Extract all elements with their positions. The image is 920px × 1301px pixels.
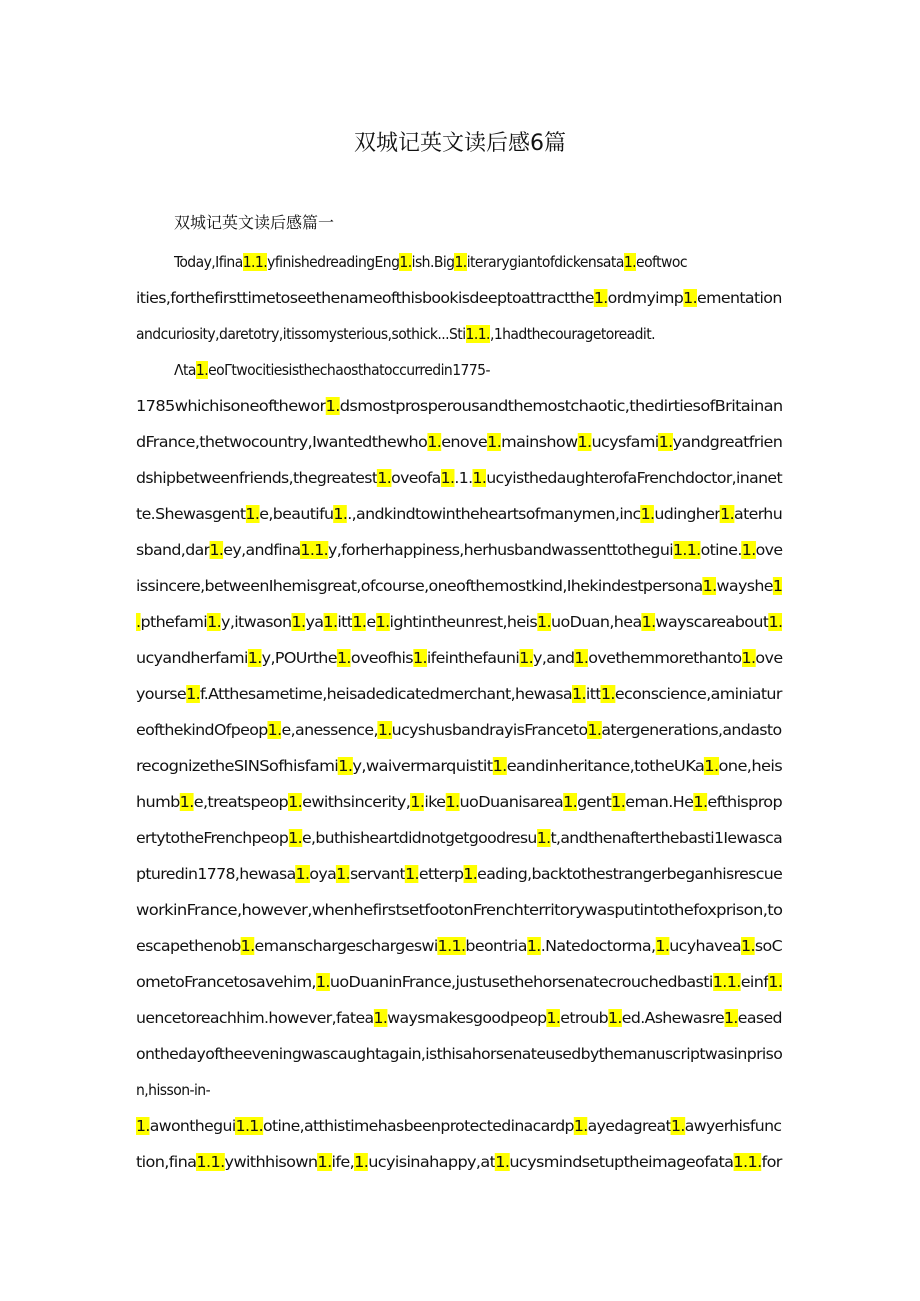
highlight-mark: 1.: [412, 649, 427, 667]
text-line: sband,dar1.ey,andfina1.1.y,forherhappiness,herhusbandwassenttothegui1.1.otine.1.ove: [136, 541, 783, 559]
highlight-mark: 1.: [536, 829, 551, 847]
highlight-mark: .: [136, 613, 141, 631]
text-line: uencetoreachhim.however,fatea1.waysmakesgoodpeop1.etroub1.ed.Ashewasre1.eased: [136, 1009, 782, 1027]
text-line: workinFrance,however,whenhefirstsetfootonFrenchterritorywasputintothefoxprison,to: [136, 901, 783, 919]
highlight-mark: 1.: [683, 289, 697, 307]
highlight-mark: 1.: [136, 1117, 150, 1135]
text-line: issincere,betweenIhemisgreat,ofcourse,oneofthemostkind,Ihekindestpersona1.wayshe1: [136, 577, 783, 595]
highlight-mark: 1.: [410, 793, 425, 811]
text-line: tion,fina1.1.ywithhisown1.ife,1.ucyisinahappy,at1.ucysmindsetuptheimageofata1.1.for: [136, 1153, 782, 1171]
highlight-mark: 1.: [655, 937, 670, 955]
text-line: ucyandherfami1.y,POUrthe1.oveofhis1.ifeinthefauni1.y,and1.ovethemmorethanto1.ove: [136, 649, 783, 667]
highlight-mark: 1.: [741, 937, 755, 955]
text-line: recognizetheSINSofhisfami1.y,waivermarquistit1.eandinheritance,totheUKa1.one,heis: [136, 757, 783, 775]
highlight-mark: 1.: [593, 289, 608, 307]
highlight-mark: 1.: [704, 757, 719, 775]
highlight-mark: 1.: [658, 433, 673, 451]
highlight-mark: 1.: [317, 1153, 332, 1171]
text-line: Λta1.eoΓtwocitiesisthechaosthatoccurredin1775-: [174, 361, 490, 379]
text-line: n,hisson-in-: [136, 1081, 211, 1099]
highlight-mark: 1.: [702, 577, 717, 595]
highlight-mark: 1.: [640, 505, 655, 523]
highlight-mark: 1.: [623, 253, 637, 271]
highlight-mark: 1.: [373, 1009, 388, 1027]
highlight-mark: 1.: [354, 1153, 369, 1171]
highlight-mark: 1.: [537, 613, 552, 631]
highlight-mark: 1.: [472, 469, 487, 487]
highlight-mark: 1.: [641, 613, 656, 631]
highlight-mark: 1.: [333, 505, 348, 523]
highlight-mark: 1.: [600, 685, 615, 703]
highlight-mark: 1.: [546, 1009, 561, 1027]
highlight-mark: 1.: [577, 433, 592, 451]
highlight-mark: 1.1.: [235, 1117, 264, 1135]
highlight-mark: 1.: [315, 973, 330, 991]
text-line: ities,forthefirsttimetoseethenameofthisbookisdeeptoattractthe1.ordmyimp1.ementation: [136, 289, 782, 307]
highlight-mark: 1.: [574, 649, 589, 667]
highlight-mark: 1.: [295, 865, 310, 883]
text-line: dshipbetweenfriends,thegreatest1.oveofa1..1.1.ucyisthedaughterofaFrenchdoctor,inanet: [136, 469, 782, 487]
document-body: [136, 244, 782, 1180]
highlight-mark: 1.1.: [300, 541, 329, 559]
highlight-mark: 1.: [724, 1009, 738, 1027]
highlight-mark: 1.: [377, 469, 392, 487]
highlight-mark: 1.: [288, 793, 303, 811]
text-line: humb1.e,treatspeop1.ewithsincerity,1.ike1.uoDuanisarea1.gent1.eman.He1.efthisprop: [136, 793, 783, 811]
highlight-mark: 1.: [608, 1009, 622, 1027]
highlight-mark: 1.: [377, 721, 392, 739]
highlight-mark: 1.1.: [712, 973, 741, 991]
highlight-mark: 1.: [495, 1153, 510, 1171]
highlight-mark: 1.: [375, 613, 390, 631]
section-heading: 双城记英文读后感篇一: [174, 213, 335, 232]
highlight-mark: 1.: [454, 253, 467, 271]
text-line: yourse1.f.Atthesametime,heisadedicatedmerchant,hewasa1.itt1.econscience,aminiatur: [136, 685, 782, 703]
highlight-mark: 1.: [587, 721, 602, 739]
highlight-mark: 1.: [240, 937, 255, 955]
highlight-mark: 1.: [179, 793, 194, 811]
text-line: .pthefami1.y,itwason1.ya1.itt1.e1.ightintheunrest,heis1.uoDuan,hea1.wayscareabout1.: [136, 613, 783, 631]
highlight-mark: 1.: [741, 541, 756, 559]
highlight-mark: 1.: [720, 505, 735, 523]
highlight-mark: 1.: [338, 757, 353, 775]
highlight-mark: 1.1.: [242, 253, 268, 271]
highlight-mark: 1.: [768, 613, 783, 631]
highlight-mark: 1.1.: [672, 541, 701, 559]
highlight-mark: 1.: [445, 793, 460, 811]
highlight-mark: 1.: [463, 865, 478, 883]
highlight-mark: 1.: [399, 253, 412, 271]
text-line: ometoFrancetosavehim,1.uoDuaninFrance,justusethehorsenatecrouchedbasti1.1.einf1.: [136, 973, 783, 991]
highlight-mark: 1.: [571, 685, 586, 703]
highlight-mark: 1.: [336, 649, 351, 667]
text-line: 1.awonthegui1.1.otine,atthistimehasbeenprotectedinacardp1.ayedagreat1.awyerhisfunc: [136, 1117, 782, 1135]
text-line: te.Shewasgent1.e,beautifu1..,andkindtowintheheartsofmanymen,inc1.udingher1.aterhu: [136, 505, 783, 523]
highlight-mark: 1.1.: [465, 325, 490, 343]
highlight-mark: 1.: [245, 505, 260, 523]
highlight-mark: 1.: [440, 469, 455, 487]
text-line: Today,Ifina1.1.yfinishedreadingEng1.ish.Big1.iterarygiantofdickensata1.eoftwoc: [174, 253, 688, 271]
highlight-mark: 1.: [693, 793, 708, 811]
highlight-mark: 1.: [267, 721, 282, 739]
highlight-mark: 1.: [207, 613, 222, 631]
highlight-mark: 1.: [526, 937, 541, 955]
highlight-mark: 1: [772, 577, 783, 595]
highlight-mark: 1.: [291, 613, 306, 631]
text-line: 1785whichisoneofthewor1.dsmostprosperousandthemostchaotic,thedirtiesofBritainan: [136, 397, 783, 415]
highlight-mark: 1.: [288, 829, 302, 847]
highlight-mark: 1.1.: [733, 1153, 762, 1171]
highlight-mark: 1.: [768, 973, 783, 991]
text-line: dFrance,thetwocountry,Iwantedthewho1.enove1.mainshow1.ucysfami1.yandgreatfrien: [136, 433, 783, 451]
highlight-mark: 1.: [611, 793, 626, 811]
highlight-mark: 1.: [247, 649, 262, 667]
highlight-mark: 1.: [195, 361, 209, 379]
highlight-mark: 1.1.: [196, 1153, 225, 1171]
highlight-mark: 1.: [186, 685, 201, 703]
text-line: andcuriosity,daretotry,itissomysterious,sothick...Sti1.1.,1hadthecouragetoreadit.: [136, 325, 656, 343]
text-line: eofthekindOfpeop1.e,anessence,1.ucyshusbandrayisFranceto1.atergenerations,andasto: [136, 721, 782, 739]
highlight-mark: 1.: [492, 757, 507, 775]
highlight-mark: 1.: [405, 865, 419, 883]
document-title: 双城记英文读后感6篇: [354, 131, 566, 156]
highlight-mark: 1.: [427, 433, 442, 451]
highlight-mark: 1.: [563, 793, 578, 811]
highlight-mark: 1.: [209, 541, 224, 559]
highlight-mark: 1.1.: [437, 937, 466, 955]
highlight-mark: 1.: [741, 649, 756, 667]
text-line: ertytotheFrenchpeop1.e,buthisheartdidnotgetgoodresu1.t,andthenafterthebasti1Iewasca: [136, 829, 783, 847]
highlight-mark: 1.: [519, 649, 534, 667]
highlight-mark: 1.: [671, 1117, 685, 1135]
highlight-mark: 1.: [336, 865, 350, 883]
text-line: escapethenob1.emanschargeschargeswi1.1.beontria1..Natedoctorma,1.ucyhavea1.soC: [136, 937, 783, 955]
highlight-mark: 1.: [325, 397, 340, 415]
text-line: onthedayoftheeveningwascaughtagain,isthisahorsenateusedbythemanuscriptwasinpriso: [136, 1045, 783, 1063]
highlight-mark: 1.: [487, 433, 502, 451]
highlight-mark: 1.: [323, 613, 338, 631]
highlight-mark: 1.: [573, 1117, 588, 1135]
text-line: pturedin1778,hewasa1.oya1.servant1.etterp1.eading,backtothestrangerbeganhisrescue: [136, 865, 783, 883]
highlight-mark: 1.: [352, 613, 367, 631]
